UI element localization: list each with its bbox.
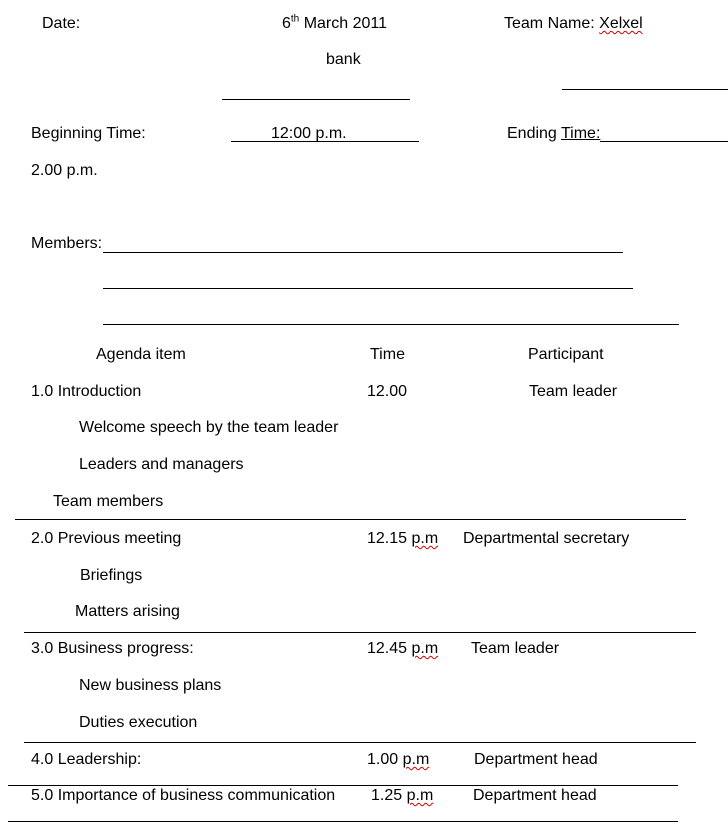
section-divider bbox=[15, 519, 686, 520]
agenda-title: 5.0 Importance of business communication bbox=[31, 787, 336, 804]
beginning-time-value: 12:00 p.m. bbox=[271, 125, 347, 142]
section-divider bbox=[8, 785, 678, 786]
ending-time-line bbox=[600, 141, 728, 142]
agenda-participant: Department head bbox=[474, 751, 598, 768]
agenda-item-header: Agenda item bbox=[96, 346, 186, 363]
beginning-time-label: Beginning Time: bbox=[31, 125, 146, 142]
agenda-time: 1.25 p.m bbox=[371, 787, 434, 804]
agenda-subitem: Welcome speech by the team leader bbox=[79, 419, 339, 436]
team-name-value: Xelxel bbox=[599, 15, 643, 32]
date-label: Date: bbox=[42, 15, 81, 32]
agenda-title: 4.0 Leadership: bbox=[31, 751, 142, 768]
ending-time-label: Ending Time: bbox=[507, 125, 601, 142]
agenda-subitem: Leaders and managers bbox=[79, 456, 244, 473]
agenda-subitem: Matters arising bbox=[75, 603, 180, 620]
agenda-subitem: Team members bbox=[53, 493, 164, 510]
date-value: 6th March 2011 bbox=[282, 13, 387, 32]
members-label: Members: bbox=[31, 235, 103, 252]
section-divider bbox=[24, 632, 696, 633]
agenda-participant: Team leader bbox=[471, 640, 560, 657]
agenda-subitem: Duties execution bbox=[79, 714, 198, 731]
agenda-subitem: Briefings bbox=[80, 567, 143, 584]
agenda-title: 2.0 Previous meeting bbox=[31, 530, 182, 547]
blank-line bbox=[562, 89, 728, 90]
ending-time-value: 2.00 p.m. bbox=[31, 162, 98, 179]
team-name: Team Name: Xelxel bbox=[504, 15, 643, 32]
bank-label: bank bbox=[326, 51, 361, 68]
agenda-time: 12.00 bbox=[367, 383, 408, 400]
members-line bbox=[103, 252, 623, 253]
agenda-participant: Department head bbox=[473, 787, 597, 804]
agenda-title: 1.0 Introduction bbox=[31, 383, 142, 400]
section-divider bbox=[24, 742, 696, 743]
agenda-participant: Departmental secretary bbox=[463, 530, 630, 547]
members-line bbox=[103, 288, 633, 289]
agenda-time: 12.45 p.m bbox=[367, 640, 439, 657]
agenda-time: 12.15 p.m bbox=[367, 530, 439, 547]
agenda-title: 3.0 Business progress: bbox=[31, 640, 194, 657]
members-line bbox=[103, 324, 679, 325]
section-divider bbox=[8, 821, 678, 822]
time-header: Time bbox=[370, 346, 405, 363]
participant-header: Participant bbox=[528, 346, 604, 363]
agenda-participant: Team leader bbox=[529, 383, 618, 400]
agenda-subitem: New business plans bbox=[79, 677, 222, 694]
agenda-time: 1.00 p.m bbox=[367, 751, 430, 768]
blank-line bbox=[222, 99, 410, 100]
